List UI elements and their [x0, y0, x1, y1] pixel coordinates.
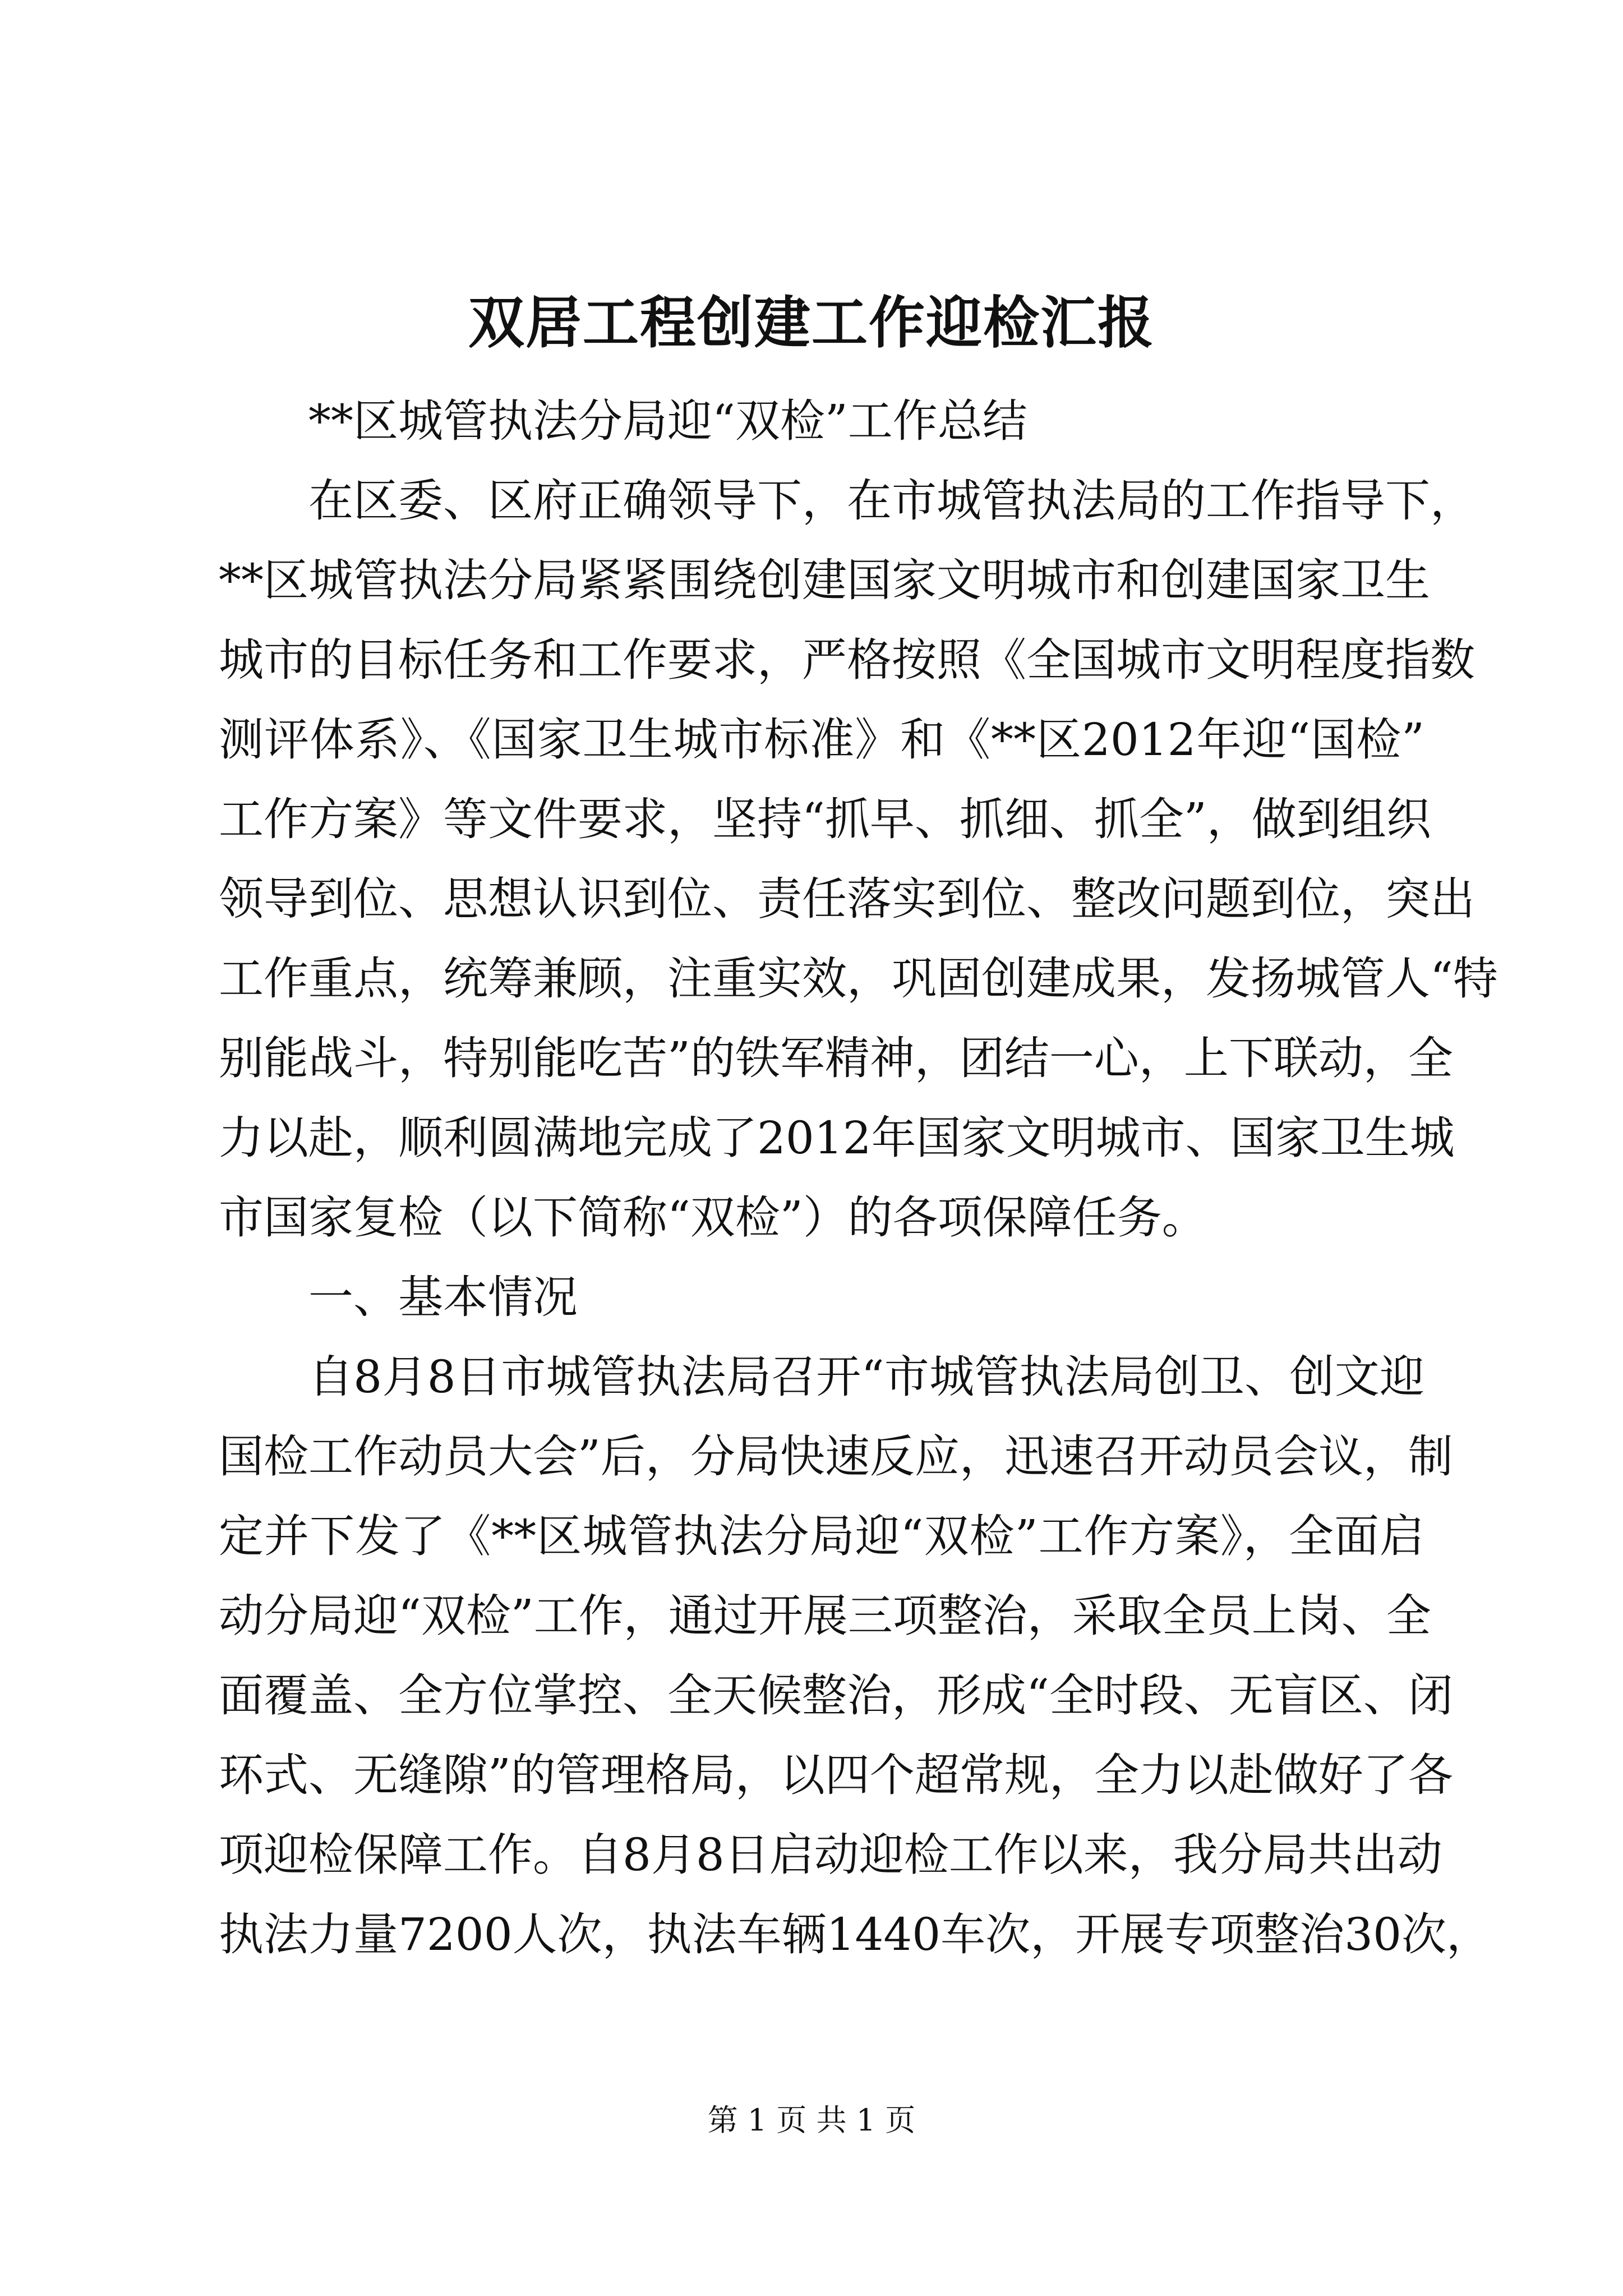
- body-line: 自8月8日市城管执法局召开“市城管执法局创卫、创文迎: [308, 1351, 1424, 1403]
- body-line: **区城管执法分局紧紧围绕创建国家文明城市和创建国家卫生: [219, 554, 1430, 606]
- body-line: 在区委、区府正确领导下，在市城管执法局的工作指导下，: [308, 475, 1475, 527]
- page-footer: 第 1 页 共 1 页: [707, 2102, 916, 2138]
- body-line: 工作重点，统筹兼顾，注重实效，巩固创建成果，发扬城管人“特: [219, 953, 1498, 1005]
- section-heading: 一、基本情况: [308, 1271, 578, 1323]
- document-body: [219, 381, 1498, 1975]
- body-line: 测评体系》、《国家卫生城市标准》和《**区2012年迎“国检”: [219, 714, 1424, 766]
- body-line: 环式、无缝隙”的管理格局，以四个超常规，全力以赴做好了各: [219, 1749, 1453, 1801]
- body-line: 领导到位、思想认识到位、责任落实到位、整改问题到位，突出: [219, 873, 1475, 925]
- body-line: 城市的目标任务和工作要求，严格按照《全国城市文明程度指数: [219, 634, 1475, 686]
- body-line: 别能战斗，特别能吃苦”的铁军精神，团结一心，上下联动，全: [219, 1032, 1453, 1084]
- body-line: 动分局迎“双检”工作，通过开展三项整治，采取全员上岗、全: [219, 1590, 1431, 1642]
- body-line: 面覆盖、全方位掌控、全天候整治，形成“全时段、无盲区、闭: [219, 1669, 1453, 1722]
- body-line: 定并下发了《**区城管执法分局迎“双检”工作方案》，全面启: [219, 1510, 1424, 1562]
- body-line: 力以赴，顺利圆满地完成了2012年国家文明城市、国家卫生城: [219, 1112, 1455, 1164]
- body-line: 项迎检保障工作。自8月8日启动迎检工作以来，我分局共出动: [219, 1829, 1442, 1881]
- body-line: 国检工作动员大会”后，分局快速反应，迅速召开动员会议，制: [219, 1430, 1453, 1483]
- body-line: 工作方案》等文件要求，坚持“抓早、抓细、抓全”，做到组织: [219, 793, 1431, 845]
- body-line: 执法力量7200人次，执法车辆1440车次，开展专项整治30次，: [219, 1908, 1491, 1961]
- subtitle-line: **区城管执法分局迎“双检”工作总结: [308, 395, 1027, 447]
- body-line: 市国家复检（以下简称“双检”）的各项保障任务。: [219, 1191, 1207, 1244]
- document-title: 双居工程创建工作迎检汇报: [468, 289, 1155, 356]
